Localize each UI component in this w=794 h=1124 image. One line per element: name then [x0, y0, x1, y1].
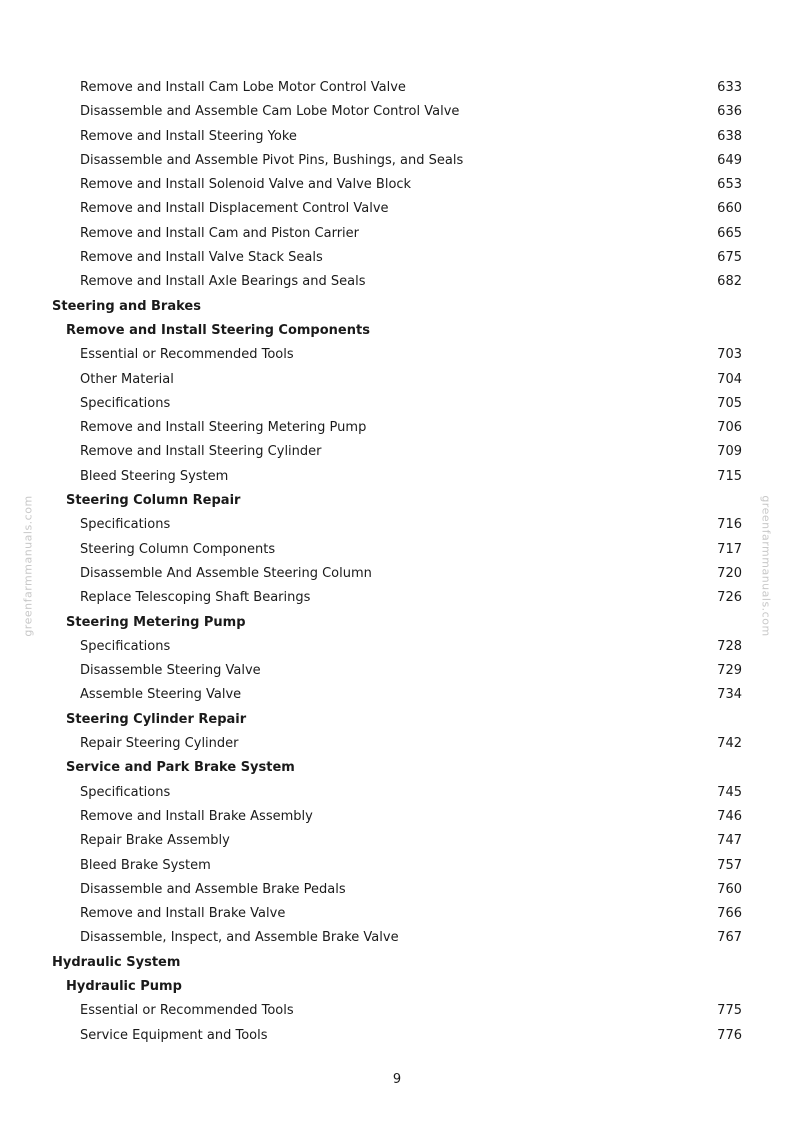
toc-entry-title: Steering Column Components	[80, 541, 276, 557]
toc-entry[interactable]	[0, 222, 794, 246]
toc-entry-title: Hydraulic Pump	[66, 978, 182, 994]
toc-entry-page: 775	[717, 1003, 742, 1019]
toc-section-heading[interactable]	[0, 951, 794, 975]
toc-entry-title: Repair Steering Cylinder	[80, 736, 239, 752]
toc-entry[interactable]	[0, 1024, 794, 1048]
toc-entry-title: Bleed Steering System	[80, 468, 229, 484]
toc-subsection-heading[interactable]	[0, 756, 794, 780]
toc-entry-title: Service Equipment and Tools	[80, 1027, 268, 1043]
toc-entry-title: Disassemble and Assemble Cam Lobe Motor Control Valve	[80, 104, 460, 120]
toc-entry-title: Bleed Brake System	[80, 857, 211, 873]
toc-entry[interactable]	[0, 829, 794, 853]
toc-entry-title: Hydraulic System	[52, 954, 181, 970]
watermark-right: greenfarmmanuals.com	[759, 495, 773, 637]
toc-entry[interactable]	[0, 125, 794, 149]
toc-subsection-heading[interactable]	[0, 489, 794, 513]
toc-entry[interactable]	[0, 76, 794, 100]
toc-entry-page: 729	[717, 663, 742, 679]
toc-entry[interactable]	[0, 538, 794, 562]
toc-entry-title: Specifications	[80, 517, 171, 533]
toc-entry-title: Disassemble and Assemble Pivot Pins, Bushings, and Seals	[80, 152, 464, 168]
toc-entry[interactable]	[0, 416, 794, 440]
toc-subsection-heading[interactable]	[0, 319, 794, 343]
toc-entry-page: 747	[717, 833, 742, 849]
toc-entry-page: 742	[717, 736, 742, 752]
toc-entry[interactable]	[0, 781, 794, 805]
toc-entry-title: Disassemble and Assemble Brake Pedals	[80, 881, 346, 897]
toc-entry-page: 728	[717, 638, 742, 654]
toc-entry[interactable]	[0, 732, 794, 756]
toc-entry[interactable]	[0, 197, 794, 221]
toc-entry[interactable]	[0, 926, 794, 950]
toc-entry[interactable]	[0, 513, 794, 537]
toc-entry-title: Remove and Install Cam and Piston Carrier	[80, 225, 359, 241]
toc-entry-page: 705	[717, 395, 742, 411]
toc-entry-title: Assemble Steering Valve	[80, 687, 242, 703]
toc-entry-title: Remove and Install Steering Components	[66, 322, 370, 338]
toc-entry[interactable]	[0, 343, 794, 367]
toc-entry-page: 716	[717, 517, 742, 533]
toc-entry-title: Remove and Install Cam Lobe Motor Control Valve	[80, 80, 406, 95]
toc-entry-title: Remove and Install Solenoid Valve and Valve Block	[80, 177, 412, 193]
toc-entry-page: 706	[717, 420, 742, 436]
toc-entry-page: 715	[717, 468, 742, 484]
toc-entry[interactable]	[0, 465, 794, 489]
toc-entry-title: Disassemble And Assemble Steering Column	[80, 565, 372, 581]
toc-subsection-heading[interactable]	[0, 975, 794, 999]
toc-entry[interactable]	[0, 854, 794, 878]
toc-entry-page: 760	[717, 881, 742, 897]
toc-entry-title: Other Material	[80, 371, 174, 387]
toc-entry-page: 660	[717, 201, 742, 217]
toc-entry-title: Remove and Install Steering Metering Pump	[80, 420, 367, 436]
toc-entry-title: Specifications	[80, 784, 171, 800]
toc-entry-page: 767	[717, 930, 742, 946]
toc-entry[interactable]	[0, 149, 794, 173]
toc-entry-page: 734	[717, 687, 742, 703]
toc-entry-title: Remove and Install Brake Assembly	[80, 808, 313, 824]
toc-entry-page: 638	[717, 128, 742, 144]
toc-entry-title: Specifications	[80, 638, 171, 654]
toc-entry-title: Steering Cylinder Repair	[66, 711, 247, 727]
toc-entry[interactable]	[0, 999, 794, 1023]
toc-entry[interactable]	[0, 805, 794, 829]
toc-entry-page: 665	[717, 225, 742, 241]
toc-entry-page: 726	[717, 590, 742, 606]
toc-entry-page: 675	[717, 250, 742, 266]
toc-entry-page: 633	[717, 80, 742, 95]
toc-entry-title: Remove and Install Axle Bearings and Seals	[80, 274, 366, 290]
toc-entry-page: 766	[717, 906, 742, 922]
toc-subsection-heading[interactable]	[0, 708, 794, 732]
toc-entry[interactable]	[0, 562, 794, 586]
toc-entry-title: Service and Park Brake System	[66, 760, 295, 776]
toc-entry[interactable]	[0, 683, 794, 707]
toc-entry-page: 653	[717, 177, 742, 193]
toc-entry-page: 649	[717, 152, 742, 168]
toc-entry-title: Steering and Brakes	[52, 298, 201, 314]
toc-entry-title: Remove and Install Steering Cylinder	[80, 444, 322, 460]
toc-entry-title: Steering Column Repair	[66, 493, 241, 509]
toc-entry-title: Repair Brake Assembly	[80, 833, 230, 849]
toc-entry-page: 720	[717, 565, 742, 581]
toc-entry[interactable]	[0, 100, 794, 124]
toc-entry-page: 682	[717, 274, 742, 290]
toc-entry[interactable]	[0, 440, 794, 464]
toc-entry[interactable]	[0, 586, 794, 610]
toc-entry-page: 757	[717, 857, 742, 873]
toc-entry-title: Disassemble, Inspect, and Assemble Brake Valve	[80, 930, 399, 946]
toc-entry-title: Essential or Recommended Tools	[80, 347, 294, 363]
toc-entry-page: 717	[717, 541, 742, 557]
toc-subsection-heading[interactable]	[0, 611, 794, 635]
table-of-contents	[0, 76, 794, 1048]
toc-entry[interactable]	[0, 173, 794, 197]
toc-entry-title: Disassemble Steering Valve	[80, 663, 261, 679]
toc-entry-title: Steering Metering Pump	[66, 614, 246, 630]
toc-entry[interactable]	[0, 368, 794, 392]
toc-entry-page: 746	[717, 808, 742, 824]
toc-entry-title: Remove and Install Valve Stack Seals	[80, 250, 323, 266]
toc-entry-page: 745	[717, 784, 742, 800]
toc-entry-page: 776	[717, 1027, 742, 1043]
toc-entry-page: 709	[717, 444, 742, 460]
toc-entry[interactable]	[0, 902, 794, 926]
toc-entry-title: Remove and Install Brake Valve	[80, 906, 286, 922]
toc-entry[interactable]	[0, 270, 794, 294]
toc-entry[interactable]	[0, 659, 794, 683]
toc-entry-page: 636	[717, 104, 742, 120]
toc-entry-title: Remove and Install Displacement Control Valve	[80, 201, 389, 217]
toc-entry-page: 703	[717, 347, 742, 363]
toc-entry[interactable]	[0, 246, 794, 270]
toc-entry[interactable]	[0, 878, 794, 902]
page-number: 9	[392, 1072, 402, 1087]
watermark-left: greenfarmmanuals.com	[21, 495, 35, 637]
toc-entry-title: Specifications	[80, 395, 171, 411]
toc-entry[interactable]	[0, 635, 794, 659]
toc-entry[interactable]	[0, 392, 794, 416]
toc-section-heading[interactable]	[0, 295, 794, 319]
toc-entry-title: Essential or Recommended Tools	[80, 1003, 294, 1019]
toc-entry-title: Remove and Install Steering Yoke	[80, 128, 297, 144]
toc-entry-page: 704	[717, 371, 742, 387]
toc-entry-title: Replace Telescoping Shaft Bearings	[80, 590, 311, 606]
